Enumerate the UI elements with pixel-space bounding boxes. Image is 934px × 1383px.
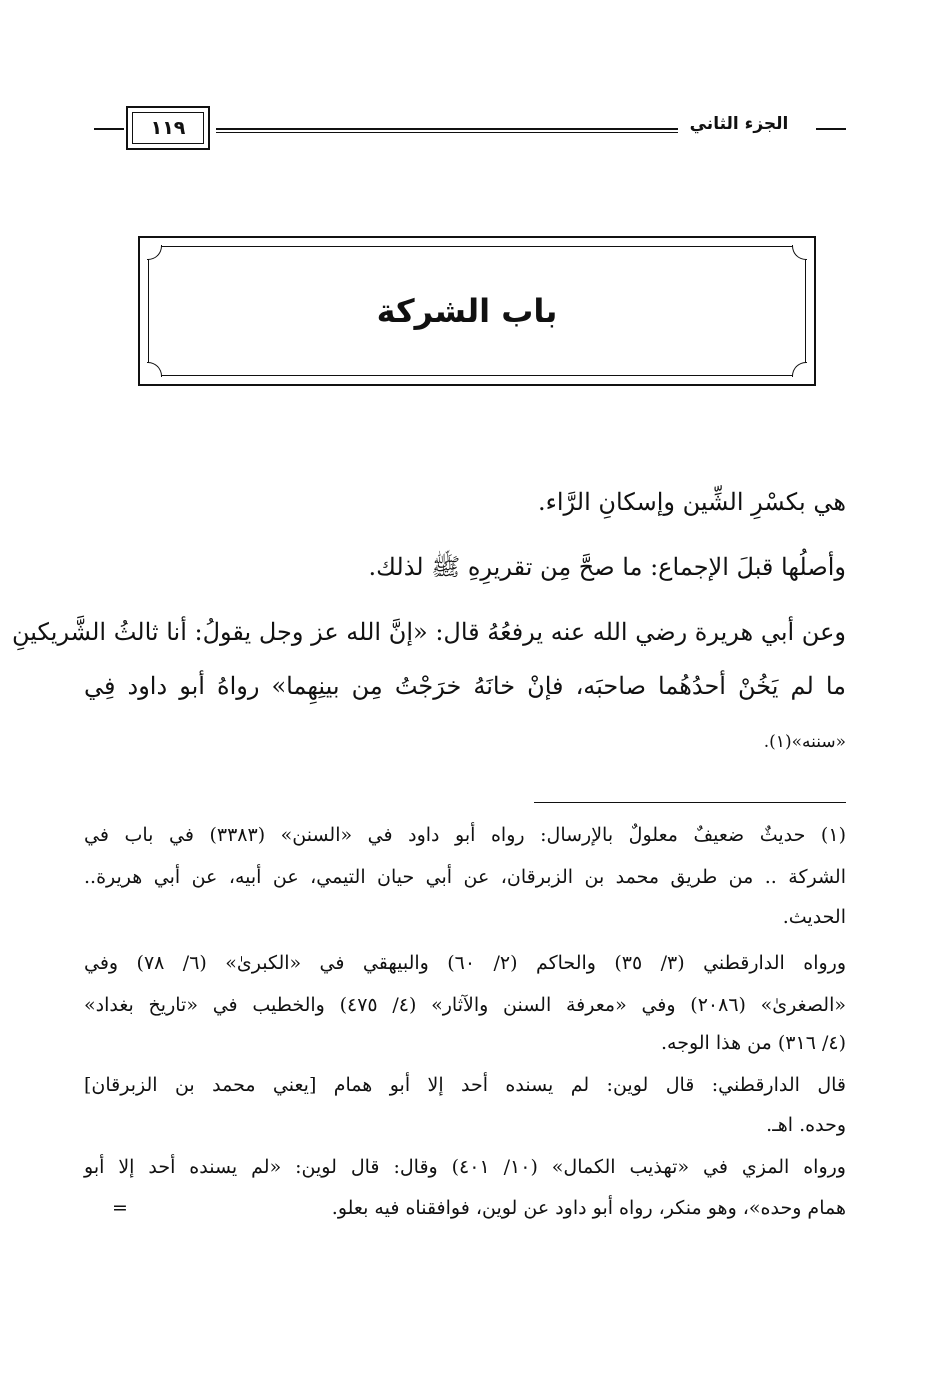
footnote-line: قال الدارقطني: قال لوين: لم يسنده أحد إلا أبو همام [يعني محمد بن الزبرقان] (84, 1074, 846, 1096)
footnote-line: (٤/ ٣١٦) من هذا الوجه. (660, 1032, 846, 1054)
body-line-2: وأصلُها قبلَ الإجماع: ما صحَّ مِن تقريرِهِ ﷺ لذلك. (368, 553, 846, 581)
header-rule-middle-second (216, 132, 678, 133)
page-number: ١١٩ (132, 112, 204, 144)
footnote-line: «الصغرىٰ» (٢٠٨٦) وفي «معرفة السنن والآثار» (٤/ ٤٧٥) والخطيب في «تاريخ بغداد» (84, 994, 846, 1016)
frame-corner-ornament (147, 245, 162, 260)
footnote-line: (١) حديثٌ ضعيفٌ معلولٌ بالإرسال: رواه أبو داود في «السنن» (٣٣٨٣) في باب في (84, 824, 846, 846)
footnote-line: وحده. اهـ. (766, 1114, 846, 1136)
page-number-frame (126, 106, 210, 150)
body-line-3: وعن أبي هريرة رضي الله عنه يرفعُهُ قال: «إنَّ الله عز وجل يقولُ: أنا ثالثُ الشَّريكينِ (12, 618, 846, 646)
footnote-line: الحديث. (782, 906, 846, 928)
footnote-line: همام وحده»، وهو منكر، رواه أبو داود عن لوين، فوافقناه فيه بعلو. (331, 1197, 846, 1219)
footnote-line: ورواه المزي في «تهذيب الكمال» (١٠/ ٤٠١) وقال: قال لوين: «لم يسنده أحد إلا أبو (84, 1156, 846, 1178)
frame-corner-ornament (792, 245, 807, 260)
body-line-1: هي بكسْرِ الشِّين وإسكانِ الرَّاء. (537, 488, 846, 516)
frame-corner-ornament (147, 362, 162, 377)
continuation-mark: = (112, 1197, 128, 1219)
header-rule-left-short (94, 128, 124, 130)
chapter-title: باب الشركة (376, 292, 558, 330)
footnote-line: الشركة .. من طريق محمد بن الزبرقان، عن أبي حيان التيمي، عن أبيه، عن أبي هريرة.. (84, 866, 846, 888)
footnote-line: ورواه الدارقطني (٣/ ٣٥) والحاكم (٢/ ٦٠) والبيهقي في «الكبرىٰ» (٦/ ٧٨) وفي (84, 952, 846, 974)
header-rule-right-short (816, 128, 846, 130)
body-line-4: ما لم يَخُنْ أحدُهُما صاحبَه، فإنْ خانَهُ خرَجْتُ مِن بينِهِما» رواهُ أبو داود فِي (84, 672, 846, 700)
footnote-separator (534, 802, 846, 803)
header-rule-middle (216, 128, 678, 130)
body-line-5: «سننه»(١). (763, 732, 846, 752)
running-header-title: الجزء الثاني (689, 114, 789, 134)
frame-corner-ornament (792, 362, 807, 377)
